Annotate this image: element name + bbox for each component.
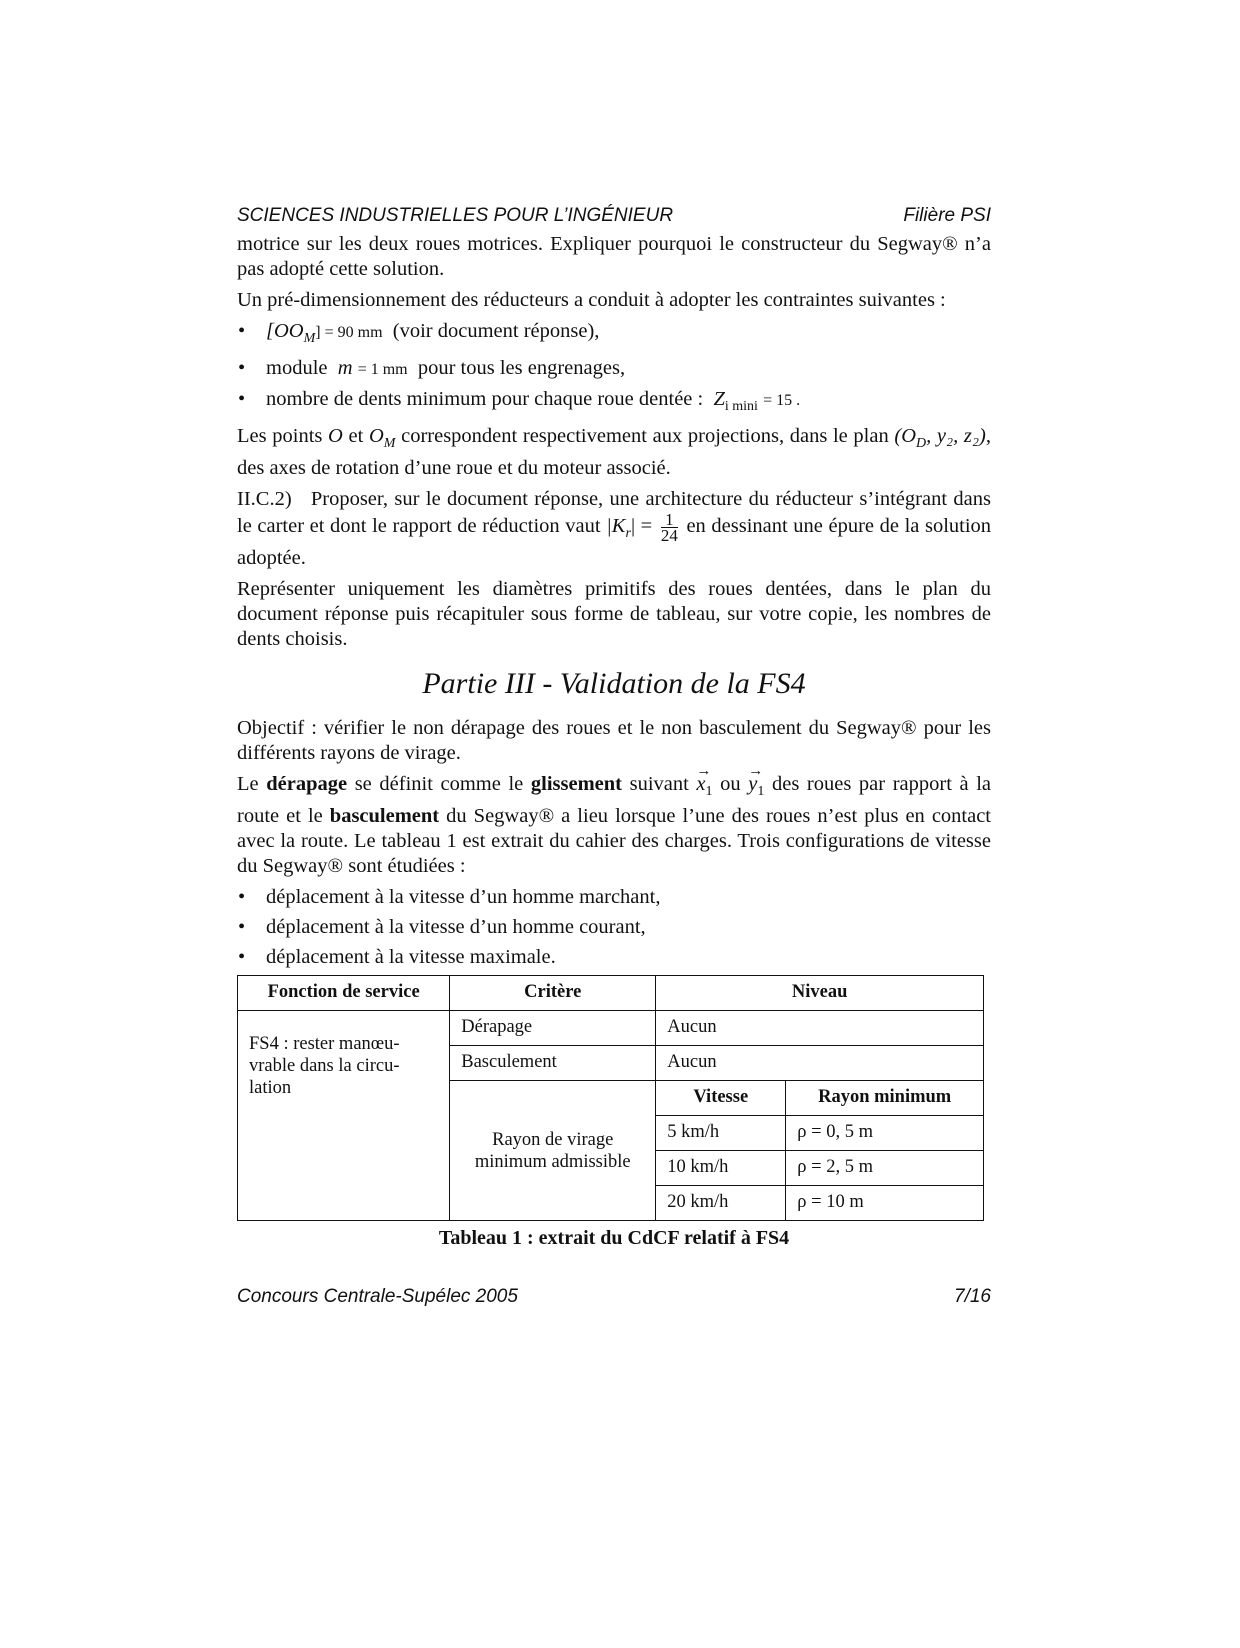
vector-x1: → x	[696, 763, 712, 796]
header-level: Niveau	[656, 976, 984, 1011]
header-speed: Vitesse	[656, 1081, 786, 1116]
criterion-cell: Dérapage	[450, 1011, 656, 1046]
header-radius: Rayon minimum	[786, 1081, 984, 1116]
paragraph-1: motrice sur les deux roues motrices. Expliquer pourquoi le constructeur du Segway® n’a pas adopté cette solution.	[237, 233, 991, 280]
page-footer	[237, 1286, 991, 1308]
speed-config-list	[237, 885, 991, 970]
radius-cell: ρ = 0, 5 m	[786, 1116, 984, 1151]
radius-cell: ρ = 10 m	[786, 1186, 984, 1221]
criterion-cell: Rayon de virage minimum admissible	[450, 1081, 656, 1221]
speed-cell: 20 km/h	[656, 1186, 786, 1221]
list-item: • déplacement à la vitesse maximale.	[238, 946, 556, 969]
list-item: • déplacement à la vitesse d’un homme courant,	[238, 916, 646, 939]
question-paragraph: II.C.2) Proposer, sur le document réponse, une architecture du réducteur s’intégrant dans le carter et dont le rapport de réduction vaut $|K_r|$ = $\frac{1}{24}$ en dessinant une épure de la solution adoptée.	[237, 488, 992, 570]
cdcf-table	[237, 975, 984, 1221]
table-row	[238, 1011, 984, 1046]
footer-contest: Concours Centrale-Supélec 2005	[237, 1286, 518, 1307]
paragraph-2: Un pré-dimensionnement des réducteurs a conduit à adopter les contraintes suivantes :	[237, 289, 946, 311]
header-function: Fonction de service	[238, 976, 450, 1011]
paragraph-4: Représenter uniquement les diamètres primitifs des roues dentées, dans le plan du document réponse puis récapituler sous forme de tableau, sur votre copie, les nombres de dents choisis.	[237, 578, 991, 651]
objective-paragraph: Objectif : vérifier le non dérapage des roues et le non basculement du Segway® pour les différents rayons de virage.	[237, 717, 991, 765]
header-track: Filière PSI	[903, 205, 991, 226]
speed-cell: 5 km/h	[656, 1116, 786, 1151]
speed-cell: 10 km/h	[656, 1151, 786, 1186]
table-header-row	[238, 976, 984, 1011]
question-label: II.C.2)	[237, 488, 292, 510]
list-item: • déplacement à la vitesse d’un homme marchant,	[238, 886, 661, 909]
level-cell: Aucun	[656, 1046, 984, 1081]
vector-y1: → y	[748, 763, 764, 796]
page-number: 7/16	[954, 1286, 991, 1307]
header-subject: SCIENCES INDUSTRIELLES POUR L’INGÉNIEUR	[237, 205, 674, 226]
header-criterion: Critère	[450, 976, 656, 1011]
section-title: Partie III - Validation de la FS4	[422, 667, 806, 701]
table-caption: Tableau 1 : extrait du CdCF relatif à FS4	[438, 1227, 790, 1250]
document-page	[237, 203, 991, 1251]
list-item: • module m = 1 mm pour tous les engrenages,	[238, 357, 626, 379]
level-cell: Aucun	[656, 1011, 984, 1046]
paragraph-3: Les points O et $O_M$ correspondent respectivement aux projections, dans le plan ($O_D$, y₂, z₂), des axes de rotation d’une roue et du moteur associé.	[237, 425, 991, 479]
page-header	[237, 203, 991, 229]
list-item: • $[OO_M] = 90$ mm (voir document réponse),	[238, 320, 600, 346]
function-cell: FS4 : rester manœu-vrable dans la circu-lation	[238, 1011, 450, 1221]
fraction: $\frac{1}{24}$	[660, 510, 678, 545]
list-item: • nombre de dents minimum pour chaque roue dentée : $Z_{i mini} = 15$ .	[238, 388, 801, 414]
criterion-cell: Basculement	[450, 1046, 656, 1081]
constraints-list	[237, 319, 991, 419]
radius-cell: ρ = 2, 5 m	[786, 1151, 984, 1186]
paragraph-5: Le dérapage se définit comme le glissement suivant → $x_1$ ou → $y_1$ des roues par rapport à la route et le basculement du Segway® a lieu lorsque l’une des roues n’est plus en contact avec la route. Le tableau 1 est extrait du cahier des charges. Trois configurations de vitesse du Segway® sont étudiées :	[237, 763, 992, 878]
